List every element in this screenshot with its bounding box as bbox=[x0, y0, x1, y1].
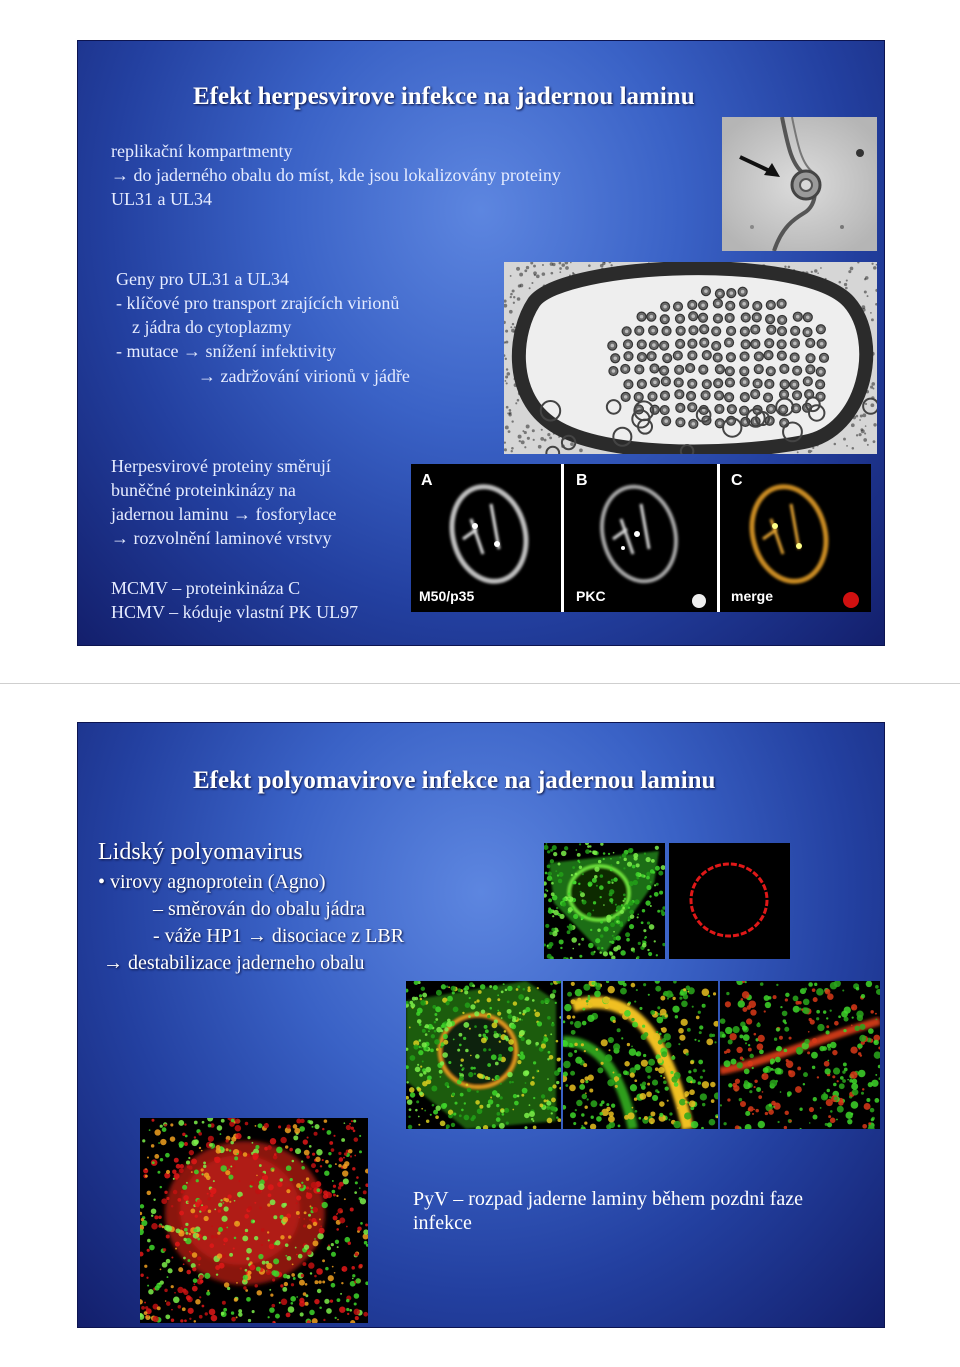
text-line: MCMV – proteinkináza C bbox=[111, 578, 301, 598]
text-line: replikační kompartmenty bbox=[111, 141, 293, 161]
fluorescence-zoom-yellow bbox=[563, 981, 718, 1129]
slide-title: Efekt polyomavirove infekce na jadernou laminu bbox=[193, 767, 716, 794]
slide-herpesvirus bbox=[77, 40, 885, 646]
text-line: – směrován do obalu jádra bbox=[153, 898, 366, 920]
panel-label-c: C bbox=[731, 472, 743, 489]
fluorescence-zoom-red bbox=[720, 981, 880, 1129]
text-line: → rozvolnění laminové vrstvy bbox=[111, 528, 332, 548]
text-line: buněčné proteinkinázy na bbox=[111, 480, 296, 500]
text-line: - váže HP1 → disociace z LBR bbox=[153, 925, 405, 947]
fluorescence-panels bbox=[411, 464, 871, 612]
text-line: jadernou laminu → fosforylace bbox=[111, 504, 337, 524]
text-line: Geny pro UL31 a UL34 bbox=[116, 269, 289, 289]
fluorescence-red-ring bbox=[669, 843, 790, 959]
slide-polyomavirus bbox=[77, 722, 885, 1328]
page-divider bbox=[0, 683, 960, 684]
text-line: → zadržování virionů v jádře bbox=[198, 366, 410, 386]
fluorescence-cell-ruptured bbox=[140, 1118, 368, 1323]
text-line: z jádra do cytoplazmy bbox=[132, 317, 292, 337]
text-line: - klíčové pro transport zrajících virionů bbox=[116, 293, 400, 313]
figure-caption: infekce bbox=[413, 1212, 472, 1234]
text-line: UL31 a UL34 bbox=[111, 189, 212, 209]
text-line: HCMV – kóduje vlastní PK UL97 bbox=[111, 602, 359, 622]
panel-caption-a: M50/p35 bbox=[419, 588, 475, 604]
fluorescence-cell-overview bbox=[406, 981, 561, 1129]
panel-label-a: A bbox=[421, 472, 433, 489]
figure-caption: PyV – rozpad jaderne laminy během pozdni faze bbox=[413, 1188, 804, 1210]
text-line: → destabilizace jaderneho obalu bbox=[103, 952, 365, 974]
electron-micrograph-nucleus bbox=[504, 262, 877, 454]
fluorescence-green-cell bbox=[544, 843, 665, 959]
section-heading: Lidský polyomavirus bbox=[98, 839, 303, 865]
panel-caption-b: PKC bbox=[576, 588, 606, 604]
text-line: • virovy agnoprotein (Agno) bbox=[98, 871, 326, 893]
text-line: Herpesvirové proteiny směrují bbox=[111, 456, 331, 476]
text-line: - mutace → snížení infektivity bbox=[116, 341, 336, 361]
panel-caption-c: merge bbox=[731, 588, 774, 604]
text-line: → do jaderného obalu do míst, kde jsou lokalizovány proteiny bbox=[111, 165, 561, 185]
slide-title: Efekt herpesvirove infekce na jadernou laminu bbox=[193, 83, 695, 110]
electron-micrograph-small bbox=[722, 117, 877, 251]
panel-label-b: B bbox=[576, 472, 588, 489]
